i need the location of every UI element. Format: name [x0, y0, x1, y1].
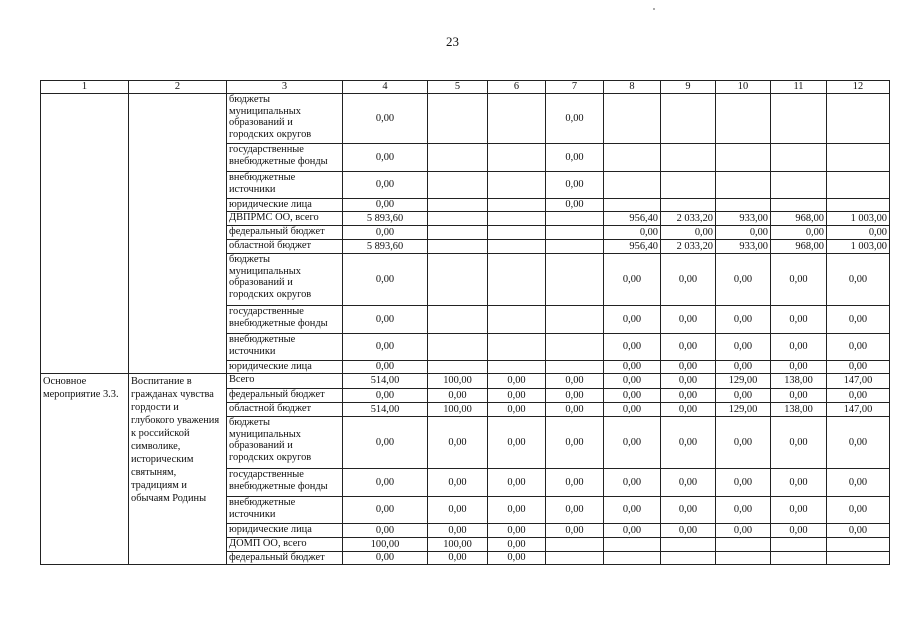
cell-value: 0,00: [827, 226, 890, 240]
cell-value: 0,00: [546, 389, 604, 403]
cell-empty: [428, 94, 488, 144]
table-row: [41, 94, 890, 144]
cell-value: 2 033,20: [661, 240, 716, 254]
cell-empty: [428, 226, 488, 240]
cell-value: 0,00: [604, 524, 661, 538]
row-label: государственные внебюджетные фонды: [227, 469, 343, 497]
cell-value: 0,00: [488, 552, 546, 565]
cell-value: 0,00: [827, 306, 890, 334]
cell-empty: [488, 240, 546, 254]
cell-value: 1 003,00: [827, 240, 890, 254]
cell-empty: [546, 306, 604, 334]
cell-empty: [604, 552, 661, 565]
cell-empty: [771, 172, 827, 199]
cell-value: 0,00: [771, 469, 827, 497]
cell-value: 933,00: [716, 212, 771, 226]
cell-empty: [716, 144, 771, 172]
cell-value: 0,00: [604, 497, 661, 524]
cell-empty: [716, 199, 771, 212]
cell-value: 0,00: [343, 199, 428, 212]
cell-value: 0,00: [604, 403, 661, 417]
header-cell: 10: [716, 81, 771, 94]
cell-empty: [827, 538, 890, 552]
cell-empty: [546, 538, 604, 552]
cell-value: 0,00: [771, 361, 827, 374]
table-header-row: [41, 81, 890, 94]
cell-value: 0,00: [546, 94, 604, 144]
cell-value: 0,00: [771, 334, 827, 361]
cell-empty: [716, 538, 771, 552]
cell-value: 0,00: [343, 172, 428, 199]
cell-empty: [604, 94, 661, 144]
cell-empty: [428, 334, 488, 361]
cell-empty: [661, 199, 716, 212]
cell-empty: [488, 172, 546, 199]
cell-value: 0,00: [428, 497, 488, 524]
row-label: бюджеты муниципальных образований и городских округов: [227, 94, 343, 144]
cell-empty: [661, 552, 716, 565]
cell-empty: [546, 552, 604, 565]
cell-empty: [827, 94, 890, 144]
cell-value: 0,00: [661, 524, 716, 538]
cell-value: 129,00: [716, 403, 771, 417]
cell-value: 0,00: [488, 469, 546, 497]
cell-value: 0,00: [661, 334, 716, 361]
cell-value: 0,00: [428, 417, 488, 469]
cell-value: 0,00: [604, 254, 661, 306]
cell-value: 0,00: [661, 497, 716, 524]
cell-value: 0,00: [546, 144, 604, 172]
cell-value: 0,00: [827, 334, 890, 361]
row-label: федеральный бюджет: [227, 226, 343, 240]
cell-value: 0,00: [604, 361, 661, 374]
cell-value: 0,00: [771, 524, 827, 538]
cell-empty: [488, 254, 546, 306]
cell-value: 0,00: [604, 334, 661, 361]
cell-empty: [827, 552, 890, 565]
cell-value: 138,00: [771, 403, 827, 417]
cell-value: 0,00: [827, 497, 890, 524]
cell-value: 0,00: [343, 389, 428, 403]
row-label: государственные внебюджетные фонды: [227, 306, 343, 334]
row-label: Всего: [227, 374, 343, 389]
block-col2-empty: [129, 94, 227, 374]
cell-value: 0,00: [827, 417, 890, 469]
cell-value: 0,00: [827, 361, 890, 374]
cell-value: 514,00: [343, 374, 428, 389]
cell-value: 0,00: [661, 254, 716, 306]
cell-value: 0,00: [604, 226, 661, 240]
cell-empty: [716, 172, 771, 199]
cell-empty: [488, 144, 546, 172]
cell-value: 0,00: [661, 226, 716, 240]
cell-empty: [546, 212, 604, 226]
cell-value: 0,00: [661, 374, 716, 389]
cell-value: 0,00: [343, 334, 428, 361]
cell-empty: [604, 199, 661, 212]
cell-value: 0,00: [604, 417, 661, 469]
cell-empty: [428, 212, 488, 226]
cell-empty: [827, 144, 890, 172]
cell-value: 1 003,00: [827, 212, 890, 226]
cell-value: 0,00: [343, 144, 428, 172]
cell-empty: [488, 361, 546, 374]
row-label: федеральный бюджет: [227, 552, 343, 565]
cell-value: 100,00: [428, 374, 488, 389]
cell-empty: [488, 306, 546, 334]
cell-empty: [428, 254, 488, 306]
cell-empty: [604, 172, 661, 199]
cell-empty: [716, 552, 771, 565]
cell-empty: [827, 172, 890, 199]
cell-value: 0,00: [661, 403, 716, 417]
cell-value: 968,00: [771, 212, 827, 226]
cell-value: 0,00: [716, 361, 771, 374]
table-row: [41, 374, 890, 389]
row-label: внебюджетные источники: [227, 334, 343, 361]
cell-value: 0,00: [343, 226, 428, 240]
measure-title: Основное мероприятие 3.3.: [41, 374, 129, 565]
cell-value: 0,00: [716, 226, 771, 240]
cell-value: 0,00: [716, 334, 771, 361]
cell-value: 0,00: [428, 469, 488, 497]
cell-empty: [771, 538, 827, 552]
cell-value: 5 893,60: [343, 240, 428, 254]
cell-value: 100,00: [343, 538, 428, 552]
header-cell: 11: [771, 81, 827, 94]
cell-value: 129,00: [716, 374, 771, 389]
budget-table: [40, 80, 890, 565]
cell-value: 0,00: [488, 389, 546, 403]
cell-value: 956,40: [604, 240, 661, 254]
measure-description: Воспитание в гражданах чувства гордости и глубокого уважения к российской символике, историческим святыням, традициям и обычаям Родины: [129, 374, 227, 565]
row-label: федеральный бюджет: [227, 389, 343, 403]
row-label: юридические лица: [227, 199, 343, 212]
cell-value: 0,00: [546, 374, 604, 389]
cell-value: 0,00: [827, 469, 890, 497]
header-cell: 3: [227, 81, 343, 94]
row-label: областной бюджет: [227, 403, 343, 417]
cell-value: 0,00: [771, 226, 827, 240]
row-label: юридические лица: [227, 524, 343, 538]
cell-empty: [488, 334, 546, 361]
cell-value: 0,00: [716, 497, 771, 524]
cell-value: 100,00: [428, 538, 488, 552]
cell-value: 0,00: [716, 524, 771, 538]
cell-value: 0,00: [716, 254, 771, 306]
cell-value: 0,00: [604, 389, 661, 403]
cell-value: 0,00: [771, 254, 827, 306]
cell-value: 0,00: [428, 524, 488, 538]
cell-value: 0,00: [546, 497, 604, 524]
cell-value: 514,00: [343, 403, 428, 417]
cell-value: 0,00: [771, 417, 827, 469]
header-cell: 5: [428, 81, 488, 94]
cell-empty: [771, 552, 827, 565]
row-label: бюджеты муниципальных образований и городских округов: [227, 417, 343, 469]
cell-value: 0,00: [716, 417, 771, 469]
cell-value: 0,00: [661, 389, 716, 403]
cell-empty: [716, 94, 771, 144]
cell-value: 0,00: [604, 306, 661, 334]
cell-empty: [428, 361, 488, 374]
cell-value: 0,00: [546, 524, 604, 538]
cell-empty: [488, 94, 546, 144]
cell-empty: [488, 226, 546, 240]
cell-value: 0,00: [343, 306, 428, 334]
cell-empty: [546, 240, 604, 254]
cell-value: 0,00: [546, 469, 604, 497]
row-label: ДВПРМС ОО, всего: [227, 212, 343, 226]
row-label: бюджеты муниципальных образований и городских округов: [227, 254, 343, 306]
cell-value: 0,00: [488, 403, 546, 417]
header-cell: 12: [827, 81, 890, 94]
cell-value: 0,00: [716, 389, 771, 403]
cell-empty: [771, 199, 827, 212]
cell-empty: [661, 144, 716, 172]
block-col1-empty: [41, 94, 129, 374]
header-cell: 1: [41, 81, 129, 94]
cell-value: 0,00: [827, 254, 890, 306]
row-label: государственные внебюджетные фонды: [227, 144, 343, 172]
cell-value: 0,00: [343, 417, 428, 469]
cell-empty: [488, 199, 546, 212]
scan-speck: [653, 8, 655, 10]
cell-value: 2 033,20: [661, 212, 716, 226]
cell-value: 0,00: [716, 306, 771, 334]
cell-value: 0,00: [827, 389, 890, 403]
cell-empty: [546, 334, 604, 361]
cell-empty: [428, 199, 488, 212]
cell-value: 0,00: [716, 469, 771, 497]
header-cell: 9: [661, 81, 716, 94]
cell-value: 0,00: [546, 199, 604, 212]
cell-value: 0,00: [343, 254, 428, 306]
cell-value: 0,00: [546, 403, 604, 417]
cell-value: 0,00: [661, 361, 716, 374]
cell-empty: [428, 172, 488, 199]
cell-empty: [661, 94, 716, 144]
cell-empty: [428, 240, 488, 254]
cell-empty: [661, 538, 716, 552]
header-cell: 2: [129, 81, 227, 94]
cell-value: 0,00: [604, 469, 661, 497]
cell-value: 0,00: [827, 524, 890, 538]
cell-empty: [661, 172, 716, 199]
cell-value: 100,00: [428, 403, 488, 417]
row-label: областной бюджет: [227, 240, 343, 254]
cell-empty: [771, 94, 827, 144]
cell-value: 0,00: [488, 417, 546, 469]
cell-value: 0,00: [343, 497, 428, 524]
row-label: юридические лица: [227, 361, 343, 374]
cell-value: 956,40: [604, 212, 661, 226]
cell-value: 0,00: [488, 497, 546, 524]
cell-value: 0,00: [546, 417, 604, 469]
cell-value: 0,00: [771, 306, 827, 334]
cell-value: 0,00: [428, 552, 488, 565]
cell-value: 0,00: [343, 524, 428, 538]
cell-empty: [604, 144, 661, 172]
cell-value: 0,00: [604, 374, 661, 389]
cell-value: 147,00: [827, 403, 890, 417]
cell-value: 968,00: [771, 240, 827, 254]
cell-empty: [488, 212, 546, 226]
cell-value: 0,00: [343, 552, 428, 565]
cell-value: 0,00: [771, 497, 827, 524]
cell-empty: [428, 306, 488, 334]
header-cell: 4: [343, 81, 428, 94]
cell-empty: [827, 199, 890, 212]
cell-value: 0,00: [661, 306, 716, 334]
row-label: внебюджетные источники: [227, 497, 343, 524]
header-cell: 8: [604, 81, 661, 94]
cell-value: 0,00: [488, 524, 546, 538]
cell-value: 933,00: [716, 240, 771, 254]
row-label: ДОМП ОО, всего: [227, 538, 343, 552]
cell-value: 0,00: [343, 361, 428, 374]
cell-value: 5 893,60: [343, 212, 428, 226]
cell-empty: [546, 361, 604, 374]
cell-empty: [771, 144, 827, 172]
cell-empty: [546, 226, 604, 240]
cell-value: 0,00: [488, 538, 546, 552]
cell-value: 138,00: [771, 374, 827, 389]
cell-value: 0,00: [488, 374, 546, 389]
cell-value: 0,00: [661, 417, 716, 469]
cell-value: 0,00: [546, 172, 604, 199]
cell-empty: [428, 144, 488, 172]
header-cell: 6: [488, 81, 546, 94]
row-label: внебюджетные источники: [227, 172, 343, 199]
cell-value: 0,00: [661, 469, 716, 497]
cell-value: 0,00: [343, 94, 428, 144]
cell-value: 0,00: [428, 389, 488, 403]
cell-value: 147,00: [827, 374, 890, 389]
page-number: 23: [446, 34, 459, 49]
header-cell: 7: [546, 81, 604, 94]
cell-value: 0,00: [771, 389, 827, 403]
cell-empty: [546, 254, 604, 306]
cell-value: 0,00: [343, 469, 428, 497]
cell-empty: [604, 538, 661, 552]
